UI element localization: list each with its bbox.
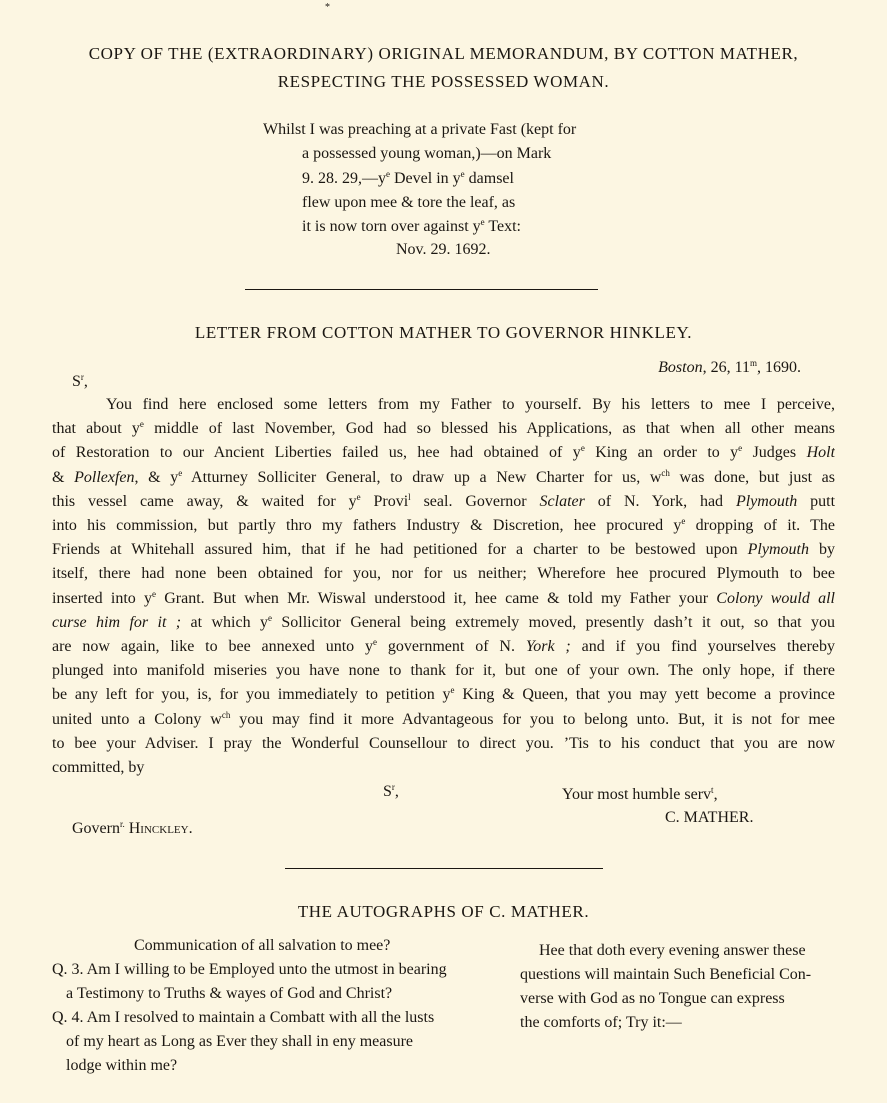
superscript: r <box>80 372 84 382</box>
closing <box>562 785 718 805</box>
autograph-right-line <box>539 941 806 961</box>
memo-title-line-1: COPY OF THE (EXTRAORDINARY) ORIGINAL MEMORANDUM, BY COTTON MATHER, <box>88 44 799 63</box>
text-run: are now again, like to bee annexed unto y <box>52 638 374 655</box>
text-run: Whilst I was preaching at a private Fast (kept for <box>263 121 577 138</box>
text-run: middle of last November, God had so blessed his Applications, as that when all other means <box>143 420 835 438</box>
letter-line <box>52 710 835 730</box>
autograph-right-line <box>520 989 785 1009</box>
superscript: e <box>460 169 465 179</box>
superscript: l <box>408 491 411 502</box>
text-run: of my heart as Long as Ever they shall in eny measure <box>66 1033 413 1050</box>
text-run: a Testimony to Truths & wayes of God and Christ? <box>66 985 393 1002</box>
signature: C. MATHER. <box>665 809 754 826</box>
text-run: it is now torn over against y <box>302 218 481 235</box>
text-run: , <box>394 783 399 800</box>
small-caps-run: Hinckley. <box>128 820 193 837</box>
autograph-left-line <box>66 1056 177 1076</box>
text-run: Grant. But when Mr. Wiswal understood it, hee came & told my Father your <box>156 589 717 607</box>
text-run: questions will maintain Such Beneficial Con- <box>520 966 812 983</box>
superscript: r <box>391 782 395 792</box>
text-run: that about y <box>52 420 140 438</box>
memo-line <box>302 193 515 213</box>
text-run: itself, there had none been obtained for you, nor for us neither; Wherefore hee procured Plymouth to bee <box>52 565 835 583</box>
text-run: and if you find yourselves thereby <box>570 638 835 655</box>
italic-run: curse him for it ; <box>52 613 182 631</box>
memo-date <box>396 240 491 260</box>
autograph-left-line <box>66 984 392 1004</box>
superscript: e <box>580 443 585 454</box>
text-run: Provi <box>360 492 409 510</box>
text-run: Judges <box>742 444 807 462</box>
divider <box>285 868 603 869</box>
letter-line <box>52 564 835 584</box>
text-run: committed, by <box>52 759 145 776</box>
letter-line <box>52 637 835 657</box>
addressee <box>72 819 193 839</box>
superscript: m <box>749 358 757 368</box>
superscript: e <box>373 637 378 647</box>
text-run: Friends at Whitehall assured him, that if he had petitioned for a charter to be bestowed upon <box>52 541 748 559</box>
text-run: , 26, 11 <box>702 359 750 376</box>
text-run: S <box>72 373 81 390</box>
letter-line <box>52 685 835 705</box>
text-run: King & Queen, that you may yett become a province <box>454 686 835 704</box>
text-run: seal. Governor <box>410 492 540 510</box>
text-run: of N. York, had <box>584 492 736 510</box>
letter-line <box>52 468 835 488</box>
text-run: Govern <box>72 820 120 837</box>
italic-run: Colony would all <box>716 589 835 607</box>
text-run: Your most humble serv <box>562 786 712 803</box>
autographs-title: THE AUTOGRAPHS OF C. MATHER. <box>297 902 590 921</box>
italic-run: Sclater <box>539 492 585 510</box>
text-run: putt <box>797 492 835 510</box>
text-run: a possessed young woman,)—on Mark <box>302 145 552 162</box>
letter-line <box>52 516 835 536</box>
italic-run: Plymouth <box>747 541 809 559</box>
superscript: e <box>480 217 485 227</box>
superscript: t <box>711 785 714 795</box>
letter-salutation <box>72 372 88 392</box>
autograph-right-line <box>520 1013 682 1033</box>
superscript: e <box>178 467 183 478</box>
memo-title-line-2: RESPECTING THE POSSESSED WOMAN. <box>277 72 610 91</box>
autograph-left-line <box>66 1032 413 1052</box>
letter-line <box>52 734 835 754</box>
text-run: plunged into manifold miseries you have none to thank for it, but one of your own. The only hope, if there <box>52 662 835 680</box>
superscript: ch <box>661 467 670 478</box>
text-run: dropping of it. The <box>685 517 835 534</box>
memo-line <box>302 169 514 189</box>
superscript: ch <box>221 709 231 720</box>
text-run: united unto a Colony w <box>52 710 222 728</box>
text-run: S <box>383 783 392 800</box>
text-run: , <box>83 373 88 390</box>
text-run: damsel <box>464 170 514 187</box>
text-run: Devel in y <box>390 170 461 187</box>
text-run: Sollicitor General being extremely moved, presently dash’t it out, so that you <box>271 613 835 631</box>
text-run: You find here enclosed some letters from my Father to yourself. By his letters to mee I perceive, <box>106 396 835 413</box>
memo-line <box>302 217 521 237</box>
superscript: e <box>681 516 686 526</box>
text-run: Q. 4. Am I resolved to maintain a Combatt with all the lusts <box>52 1009 435 1026</box>
text-run: the comforts of; Try it:— <box>520 1014 682 1031</box>
letter-line <box>52 492 835 512</box>
text-run: , & y <box>134 468 179 486</box>
letter-line <box>52 540 835 560</box>
letter-line <box>52 589 835 609</box>
superscript: e <box>356 491 361 502</box>
text-run: , 1690. <box>757 359 801 376</box>
text-run: into his commission, but partly thro my fathers Industry & Discretion, hee procured y <box>52 517 682 534</box>
text-run: of Restoration to our Ancient Liberties failed us, hee had obtained of y <box>52 444 581 462</box>
letter-line <box>52 443 835 463</box>
text-run: by <box>808 541 835 559</box>
autograph-left-line <box>134 936 390 956</box>
italic-run: Pollexfen <box>74 468 135 486</box>
text-run: was done, but just as <box>669 468 835 486</box>
italic-run: Boston <box>658 359 703 376</box>
italic-run: Plymouth <box>735 492 798 510</box>
italic-run: Holt <box>806 444 835 462</box>
superscript: e <box>267 612 272 623</box>
letter-line <box>52 758 144 778</box>
text-run: 9. 28. 29,—y <box>302 170 386 187</box>
letter-line <box>52 661 835 681</box>
letter-line <box>52 419 835 439</box>
text-run: King an order to y <box>584 444 739 462</box>
superscript: e <box>386 169 390 179</box>
superscript: e <box>152 588 157 599</box>
text-run: , <box>713 786 718 803</box>
text-run: inserted into y <box>52 589 153 607</box>
text-run: Hee that doth every evening answer these <box>539 942 806 959</box>
autograph-right-line <box>520 965 811 985</box>
text-run: Q. 3. Am I willing to be Employed unto the utmost in bearing <box>52 961 447 978</box>
letter-line <box>106 395 835 415</box>
text-run: this vessel came away, & waited for y <box>52 492 357 510</box>
text-run: at which y <box>181 613 268 631</box>
autograph-left-line <box>52 960 447 980</box>
printer-mark: * <box>325 2 330 13</box>
letter-title: LETTER FROM COTTON MATHER TO GOVERNOR HINKLEY. <box>194 323 693 342</box>
superscript: e <box>738 443 743 454</box>
text-run: & <box>52 468 75 486</box>
text-run: flew upon mee & tore the leaf, as <box>302 194 516 211</box>
text-run: verse with God as no Tongue can express <box>520 990 785 1007</box>
text-run: Atturney Solliciter General, to draw up a New Charter for us, w <box>182 468 662 486</box>
text-run: government of N. <box>377 638 526 655</box>
divider <box>245 289 598 290</box>
text-run: lodge within me? <box>66 1057 178 1074</box>
italic-run: York ; <box>525 638 571 655</box>
memo-line <box>263 120 576 140</box>
superscript: r. <box>119 819 125 829</box>
superscript: e <box>139 419 144 430</box>
text-run: be any left for you, is, for you immediately to petition y <box>52 686 451 704</box>
superscript: e <box>450 685 455 696</box>
letter-line <box>52 613 835 633</box>
text-run: Communication of all salvation to mee? <box>134 937 391 954</box>
letter-date <box>658 358 801 378</box>
text-run: Nov. 29. 1692. <box>396 241 491 258</box>
text-run: you may find it more Advantageous for you to belong unto. But, it is not for mee <box>230 710 835 728</box>
text-run: Text: <box>484 218 521 235</box>
text-run: to bee your Adviser. I pray the Wonderful Counsellour to direct you. ’Tis to his conduct that you are now <box>52 734 835 752</box>
memo-line <box>302 144 551 164</box>
closing-salutation <box>383 782 399 802</box>
autograph-left-line <box>52 1008 434 1028</box>
